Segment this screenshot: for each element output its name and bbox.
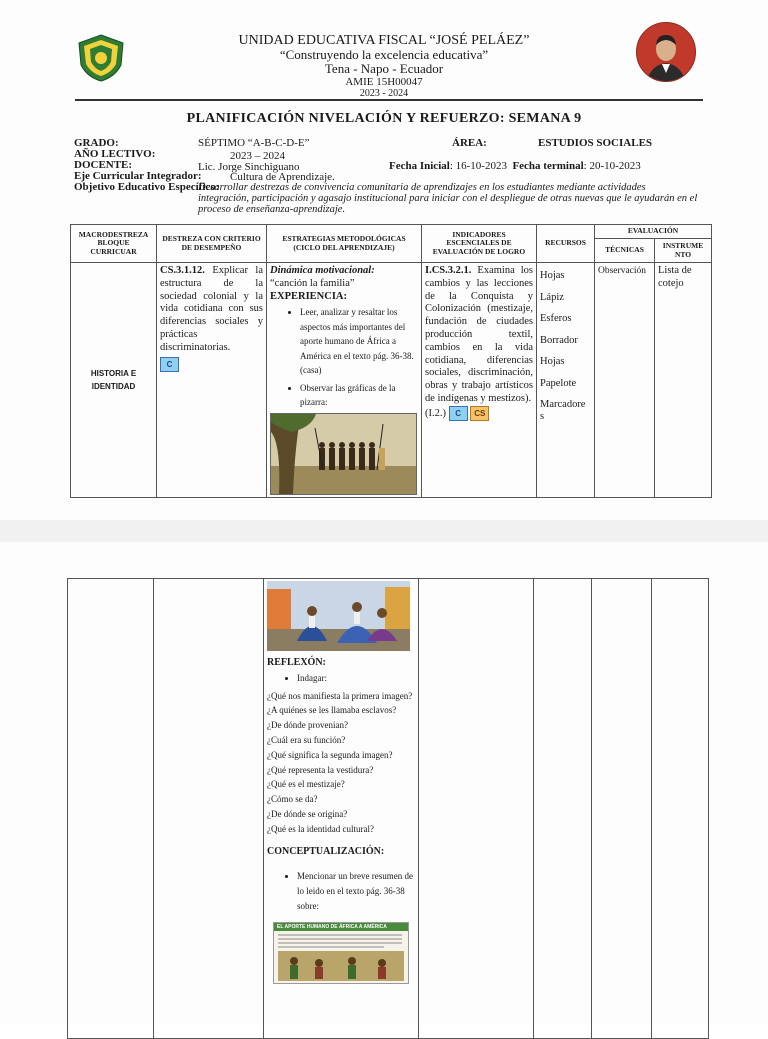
indicador-code: I.CS.3.2.1.: [425, 265, 472, 276]
tecnica-value: Observación: [598, 266, 647, 276]
amie-code: AMIE 15H00047: [345, 76, 423, 88]
reflexion-label: REFLEXÓN:: [267, 657, 326, 668]
question-item: ¿Qué significa la segunda imagen?: [267, 749, 393, 760]
page-separator: [0, 520, 768, 542]
question-item: ¿Qué es la identidad cultural?: [267, 823, 374, 834]
empty-cell: [68, 579, 154, 1039]
planning-table-continued: [67, 578, 709, 1039]
recursos-cell: [537, 263, 595, 498]
header-divider: [75, 99, 703, 101]
textbook-title: EL APORTE HUMANO DE ÁFRICA A AMÉRICA: [274, 923, 408, 931]
estrategias-cell: [267, 263, 422, 498]
school-name: UNIDAD EDUCATIVA FISCAL “JOSÉ PELÁEZ”: [238, 33, 530, 48]
header-instrumento: INSTRUME NTO: [655, 239, 712, 263]
header-recursos: RECURSOS: [537, 225, 595, 263]
objetivo-label: Objetivo Educativo Específico:: [74, 181, 220, 193]
header-indicadores: INDICADORES ESCENCIALES DE EVALUACIÓN DE LOGRO: [422, 225, 537, 263]
empty-cell: [592, 579, 652, 1039]
question-item: ¿Cómo se da?: [267, 794, 318, 805]
empty-cell: [534, 579, 592, 1039]
textbook-excerpt: [273, 922, 409, 984]
dinamica-value: “canción la familia”: [270, 277, 355, 289]
area-label: ÁREA:: [452, 137, 487, 149]
docente-value: Lic. Jorge Sinchiguano: [198, 161, 300, 173]
experiencia-list: [270, 305, 418, 410]
anio-value: 2023 – 2024: [230, 150, 285, 162]
conceptualizacion-label: CONCEPTUALIZACIÓN:: [267, 845, 385, 857]
empty-cell: [154, 579, 264, 1039]
docente-label: DOCENTE:: [74, 159, 133, 171]
destreza-text: Explicar la estructura de la sociedad colonial y la vida cotidiana con sus diferencias sociales y prácticas discriminatorias.: [160, 265, 263, 353]
indicadores-cell: [422, 263, 537, 498]
slaves-illustration: [270, 413, 417, 495]
destreza-code: CS.3.1.12.: [160, 265, 205, 276]
recurso-item: Esferos: [540, 313, 572, 324]
indagar-list: [267, 671, 415, 686]
recurso-item: Hojas: [540, 270, 565, 281]
mestizaje-dance-illustration: [267, 581, 410, 651]
recurso-item: Marcadore s: [540, 399, 586, 422]
question-item: ¿De dónde se origina?: [267, 808, 348, 819]
grado-value: SÉPTIMO “A-B-C-D-E”: [198, 137, 310, 149]
tecnica-cell: [595, 263, 655, 498]
question-item: ¿Qué nos manifiesta la primera imagen?: [267, 690, 413, 701]
indagar-item: • Indagar:: [297, 671, 415, 686]
dinamica-label: Dinámica motivacional:: [270, 265, 375, 276]
question-item: ¿Qué es el mestizaje?: [267, 779, 345, 790]
macro-cell: [71, 263, 157, 498]
question-item: ¿Cuál era su función?: [267, 734, 346, 745]
area-value: ESTUDIOS SOCIALES: [538, 137, 653, 149]
recurso-item: Papelote: [540, 377, 577, 389]
question-item: ¿Qué representa la vestidura?: [267, 764, 374, 775]
concept-list: [267, 869, 415, 913]
macro-value: HISTORIA E IDENTIDAD: [90, 368, 137, 391]
fechas-line: [389, 160, 641, 172]
indicador-ref: (I.2.): [425, 407, 446, 419]
school-year: 2023 - 2024: [359, 88, 409, 99]
destreza-cell: [157, 263, 267, 498]
school-motto: “Construyendo la excelencia educativa”: [279, 47, 489, 62]
fecha-terminal-value: : 20-10-2023: [583, 160, 641, 172]
header-evaluacion: EVALUACIÓN: [595, 225, 712, 239]
experiencia-item: • Observar las gráficas de la pizarra:: [300, 381, 418, 410]
instrumento-value: Lista de cotejo: [658, 265, 692, 289]
question-item: ¿A quiénes se les llamaba esclavos?: [267, 705, 397, 716]
document-page-2: [0, 542, 768, 1024]
fecha-inicial-label: Fecha Inicial: [389, 160, 450, 172]
planning-table: [70, 224, 712, 498]
empty-cell: [652, 579, 709, 1039]
tag-c-icon: C: [449, 406, 468, 421]
header-estrategias: ESTRATEGIAS METODOLÓGICAS (CICLO DEL APRENDIZAJE): [267, 225, 422, 263]
header-macro: MACRODESTREZA BLOQUE CURRICUAR: [71, 225, 157, 263]
anio-label: AÑO LECTIVO:: [74, 148, 156, 160]
question-item: ¿De dónde provenian?: [267, 720, 348, 731]
estrategias-cell-continued: [264, 579, 419, 1039]
recurso-item: Hojas: [540, 356, 565, 367]
document-title: PLANIFICACIÓN NIVELACIÓN Y REFUERZO: SEMANA 9: [186, 111, 582, 126]
grado-label: GRADO:: [74, 137, 119, 149]
header-tecnicas: TÉCNICAS: [595, 239, 655, 263]
empty-cell: [419, 579, 534, 1039]
indicador-text: Examina los cambios y las lecciones de la Conquista y Colonización (mestizaje, fundación de ciudades producción textil, cambios en la vida cotidiana, diferencias sociales, discriminación, obras y trabajo artísticos de indígenas y mestizos).: [425, 265, 533, 404]
experiencia-label: EXPERIENCIA:: [270, 290, 348, 302]
header-destreza: DESTREZA CON CRITERIO DE DESEMPEÑO: [157, 225, 267, 263]
instrumento-cell: [655, 263, 712, 498]
recurso-item: Lápiz: [540, 291, 564, 303]
fecha-terminal-label: Fecha terminal: [512, 160, 584, 172]
eje-value: Cultura de Aprendizaje.: [230, 171, 335, 183]
eje-label: Eje Curricular Integrador:: [74, 170, 202, 182]
tag-c-icon: C: [160, 357, 179, 372]
fecha-inicial-value: : 16-10-2023: [449, 160, 507, 172]
experiencia-item: • Leer, analizar y resaltar los aspectos más importantes del aporte humano de África a América en el texto pág. 36-38. (casa): [300, 305, 418, 378]
tag-cs-icon: CS: [470, 406, 489, 421]
concept-item: • Mencionar un breve resumen de lo leido en el texto pág. 36-38 sobre:: [297, 869, 415, 913]
objetivo-value: Desarrollar destrezas de convivencia comunitaria de aprendizajes en los estudiantes mediante actividades integración, participación y agasajo institucional para iniciar con el despliegue de otras nuevas que le ayudarán en el proceso de enseñanza-aprendizaje.: [198, 182, 698, 215]
textbook-illustration: [274, 931, 408, 983]
recurso-item: Borrador: [540, 334, 578, 346]
school-location: Tena - Napo - Ecuador: [324, 61, 444, 76]
